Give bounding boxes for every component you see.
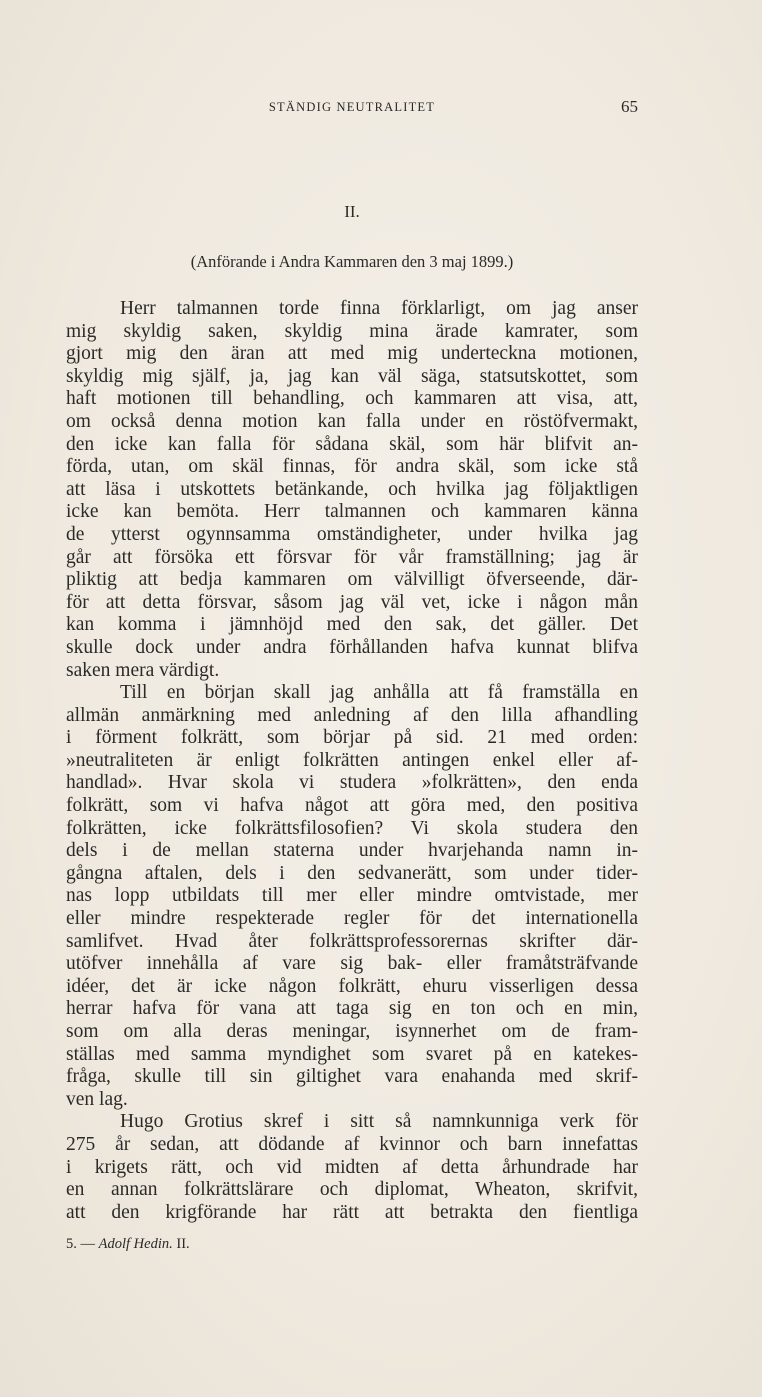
body-text [66,298,638,1224]
text-line: för att detta försvar, såsom jag väl vet, icke i någon mån [66,591,638,613]
text-line: utöfver innehålla af vare sig bak- eller framåtsträfvande [66,953,638,975]
text-line: Herr talmannen torde finna förklarligt, om jag anser [120,298,638,319]
footer-signature [66,1236,190,1253]
text-line: allmän anmärkning med anledning af den lilla afhandling [66,704,638,726]
text-line: 275 år sedan, att dödande af kvinnor och barn innefattas [66,1133,638,1155]
text-line: gjort mig den äran att med mig underteckna motionen, [66,343,638,365]
text-line: ställas med samma myndighet som svaret på en katekes- [66,1043,638,1065]
text-line: de ytterst ogynnsamma omständigheter, under hvilka jag [66,523,638,545]
text-line: saken mera värdigt. [66,659,220,681]
text-line: i förment folkrätt, som börjar på sid. 21 med orden: [66,727,638,749]
page-number: 65 [621,97,638,116]
text-line: en annan folkrättslärare och diplomat, Wheaton, skrifvit, [66,1179,638,1201]
section-number: II. [344,202,360,221]
footer-author: Adolf Hedin. [98,1236,173,1252]
text-line: att läsa i utskottets betänkande, och hvilka jag följaktligen [66,478,638,500]
text-line: ven lag. [66,1088,128,1110]
footer-volume: II. [176,1236,190,1252]
signature-mark: 5. — [66,1236,95,1252]
text-line: den icke kan falla för sådana skäl, som här blifvit an- [66,433,638,455]
text-line: Till en början skall jag anhålla att få framställa en [120,682,638,704]
text-line: gångna aftalen, dels i den sedvanerätt, som under tider- [66,862,638,884]
text-line: idéer, det är icke någon folkrätt, ehuru visserligen dessa [66,975,638,997]
text-line: skulle dock under andra förhållanden hafva kunnat blifva [66,636,638,658]
text-line: nas lopp utbildats till mer eller mindre omtvistade, mer [66,885,638,907]
text-line: haft motionen till behandling, och kammaren att visa, att, [66,388,638,410]
text-line: om också denna motion kan falla under en röstöfvermakt, [66,410,638,432]
text-line: eller mindre respekterade regler för det internationella [66,908,638,930]
text-line: går att försöka ett försvar för vår framställning; jag är [66,546,638,568]
text-line: folkrätt, som vi hafva något att göra med, den positiva [66,795,638,817]
text-line: som om alla deras meningar, isynnerhet om de fram- [66,1021,638,1042]
text-line: handlad». Hvar skola vi studera »folkrätten», den enda [66,772,638,794]
running-head [66,97,638,120]
text-line: herrar hafva för vana att taga sig en ton och en min, [66,998,638,1020]
text-line: »neutraliteten är enligt folkrätten antingen enkel eller af- [66,749,638,771]
text-line: pliktig att bedja kammaren om välvilligt öfverseende, där- [66,569,638,591]
text-line: kan komma i jämnhöjd med den sak, det gäller. Det [66,614,638,636]
text-line: i krigets rätt, och vid midten af detta århundrade har [66,1156,638,1178]
text-line: folkrätten, icke folkrättsfilosofien? Vi skola studera den [66,817,638,839]
text-line: Hugo Grotius skref i sitt så namnkunniga verk för [120,1111,638,1133]
text-line: mig skyldig saken, skyldig mina ärade kamrater, som [66,320,638,342]
text-line: förda, utan, om skäl finnas, för andra skäl, som icke stå [66,456,638,478]
speech-subheading: (Anförande i Andra Kammaren den 3 maj 1899.) [190,252,514,271]
text-line: dels i de mellan staterna under hvarjehanda namn in- [66,840,638,862]
text-line: skyldig mig själf, ja, jag kan väl säga, statsutskottet, som [66,365,638,387]
text-line: icke kan bemöta. Herr talmannen och kammaren känna [66,501,638,523]
text-line: fråga, skulle till sin giltighet vara enahanda med skrif- [66,1066,638,1088]
text-line: att den krigförande har rätt att betrakta den fientliga [66,1201,638,1223]
running-title: STÄNDIG NEUTRALITET [268,100,436,114]
text-line: samlifvet. Hvad åter folkrättsprofessorernas skrifter där- [66,930,638,952]
